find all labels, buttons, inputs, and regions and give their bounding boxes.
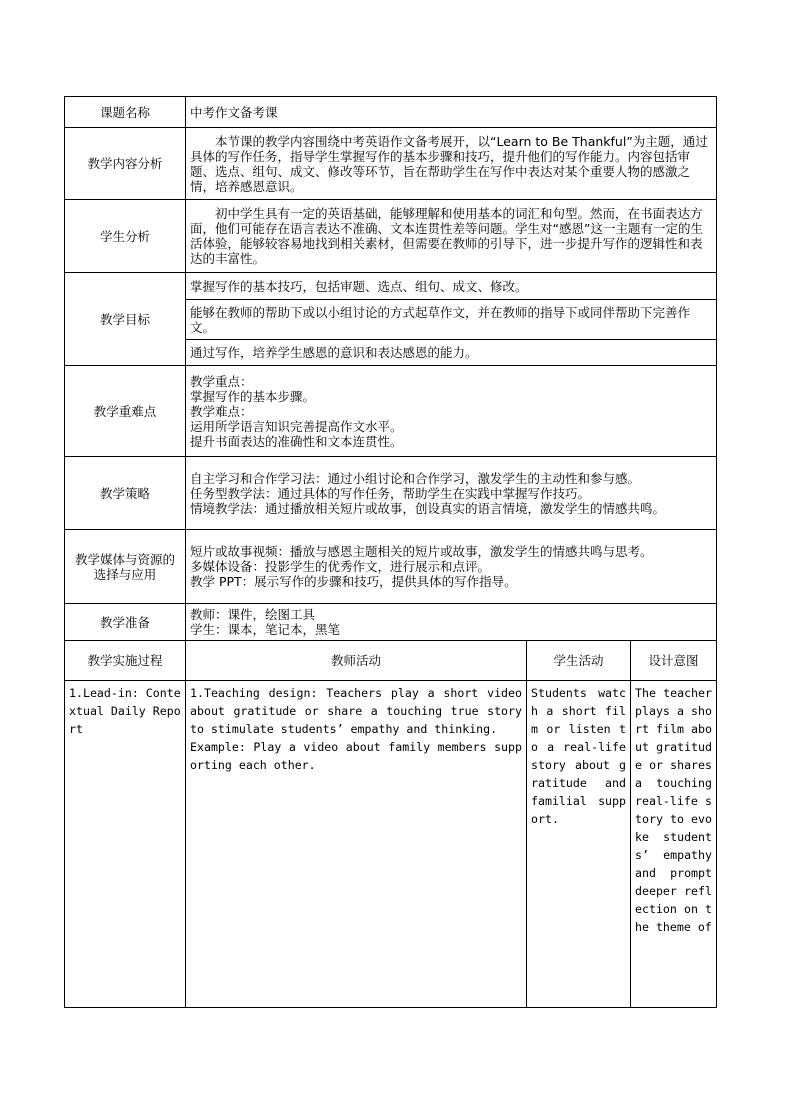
preparation-line: 学生：课本，笔记本，黑笔 xyxy=(190,622,341,637)
process-header-teacher: 教师活动 xyxy=(186,641,527,681)
preparation-cell xyxy=(186,604,717,641)
media-line: 短片或故事视频：播放与感恩主题相关的短片或故事，激发学生的情感共鸣与思考。 xyxy=(190,544,653,559)
topic-label: 课题名称 xyxy=(65,97,186,128)
preparation-line: 教师：课件，绘图工具 xyxy=(190,607,316,622)
process-student-activity: Students watch a short film or listen to a real-life story about gratitude and familial support. xyxy=(527,681,631,1008)
objectives-row-1 xyxy=(65,273,717,300)
lesson-plan-table xyxy=(64,96,717,1008)
objective-item: 通过写作，培养学生感恩的意识和表达感恩的能力。 xyxy=(186,340,717,366)
objective-item: 能够在教师的帮助下或以小组讨论的方式起草作文，并在教师的指导下或同伴帮助下完善作文。 xyxy=(186,300,717,340)
content-analysis-label: 教学内容分析 xyxy=(65,128,186,200)
media-line: 教学 PPT：展示写作的步骤和技巧，提供具体的写作指导。 xyxy=(190,574,517,589)
media-row xyxy=(65,530,717,604)
teacher-design-text: 1.Teaching design: Teachers play a short video about gratitude or share a touching true story to stimulate students’ empathy and thinking. xyxy=(190,686,522,736)
student-analysis-label: 学生分析 xyxy=(65,200,186,273)
preparation-label: 教学准备 xyxy=(65,604,186,641)
student-analysis-row xyxy=(65,200,717,273)
media-line: 多媒体设备：投影学生的优秀作文，进行展示和点评。 xyxy=(190,559,491,574)
student-analysis-text: 初中学生具有一定的英语基础，能够理解和使用基本的词汇和句型。然而，在书面表达方面，他们可能存在语言表达不准确、文本连贯性差等问题。学生对“感恩”这一主题有一定的生活体验，能够较容易地找到相关素材，但需要在教师的引导下，进一步提升写作的逻辑性和表达的丰富性。 xyxy=(186,200,717,273)
process-stage: 1.Lead-in: Contextual Daily Report xyxy=(65,681,186,1008)
process-header-intent: 设计意图 xyxy=(631,641,717,681)
key-points-row xyxy=(65,366,717,457)
topic-value: 中考作文备考课 xyxy=(186,97,717,128)
objective-item: 掌握写作的基本技巧，包括审题、选点、组句、成文、修改。 xyxy=(186,273,717,300)
key-points-line: 提升书面表达的准确性和文本连贯性。 xyxy=(190,433,403,449)
content-analysis-row xyxy=(65,128,717,200)
process-header-stage: 教学实施过程 xyxy=(65,641,186,681)
strategies-cell xyxy=(186,457,717,530)
key-points-line: 掌握写作的基本步骤。 xyxy=(190,388,316,404)
preparation-row xyxy=(65,604,717,641)
key-points-label: 教学重难点 xyxy=(65,366,186,457)
process-teacher-activity xyxy=(186,681,527,1008)
strategies-label: 教学策略 xyxy=(65,457,186,530)
process-design-intent: The teacher plays a short film about gratitude or shares a touching real-life story to evoke students’ empathy and prompt deeper reflection on the theme of xyxy=(631,681,717,1008)
topic-row xyxy=(65,97,717,128)
key-points-cell xyxy=(186,366,717,457)
strategy-line: 情境教学法：通过播放相关短片或故事，创设真实的语言情境，激发学生的情感共鸣。 xyxy=(190,500,666,516)
media-cell xyxy=(186,530,717,604)
process-header-row xyxy=(65,641,717,681)
objectives-label: 教学目标 xyxy=(65,273,186,366)
process-header-student: 学生活动 xyxy=(527,641,631,681)
strategy-line: 任务型教学法：通过具体的写作任务，帮助学生在实践中掌握写作技巧。 xyxy=(190,485,591,501)
strategies-row xyxy=(65,457,717,530)
strategy-line: 自主学习和合作学习法：通过小组讨论和合作学习，激发学生的主动性和参与感。 xyxy=(190,470,641,486)
media-label: 教学媒体与资源的选择与应用 xyxy=(65,530,186,604)
key-points-line: 教学重点： xyxy=(190,373,253,389)
key-points-line: 教学难点： xyxy=(190,403,253,419)
teacher-example-text: Example: Play a video about family members supporting each other. xyxy=(190,740,522,772)
process-row xyxy=(65,681,717,1008)
key-points-line: 运用所学语言知识完善提高作文水平。 xyxy=(190,418,403,434)
content-analysis-text: 本节课的教学内容围绕中考英语作文备考展开，以“Learn to Be Thankful”为主题，通过具体的写作任务，指导学生掌握写作的基本步骤和技巧，提升他们的写作能力。内容包括审题、选点、组句、成文、修改等环节，旨在帮助学生在写作中表达对某个重要人物的感激之情，培养感恩意识。 xyxy=(186,128,717,200)
